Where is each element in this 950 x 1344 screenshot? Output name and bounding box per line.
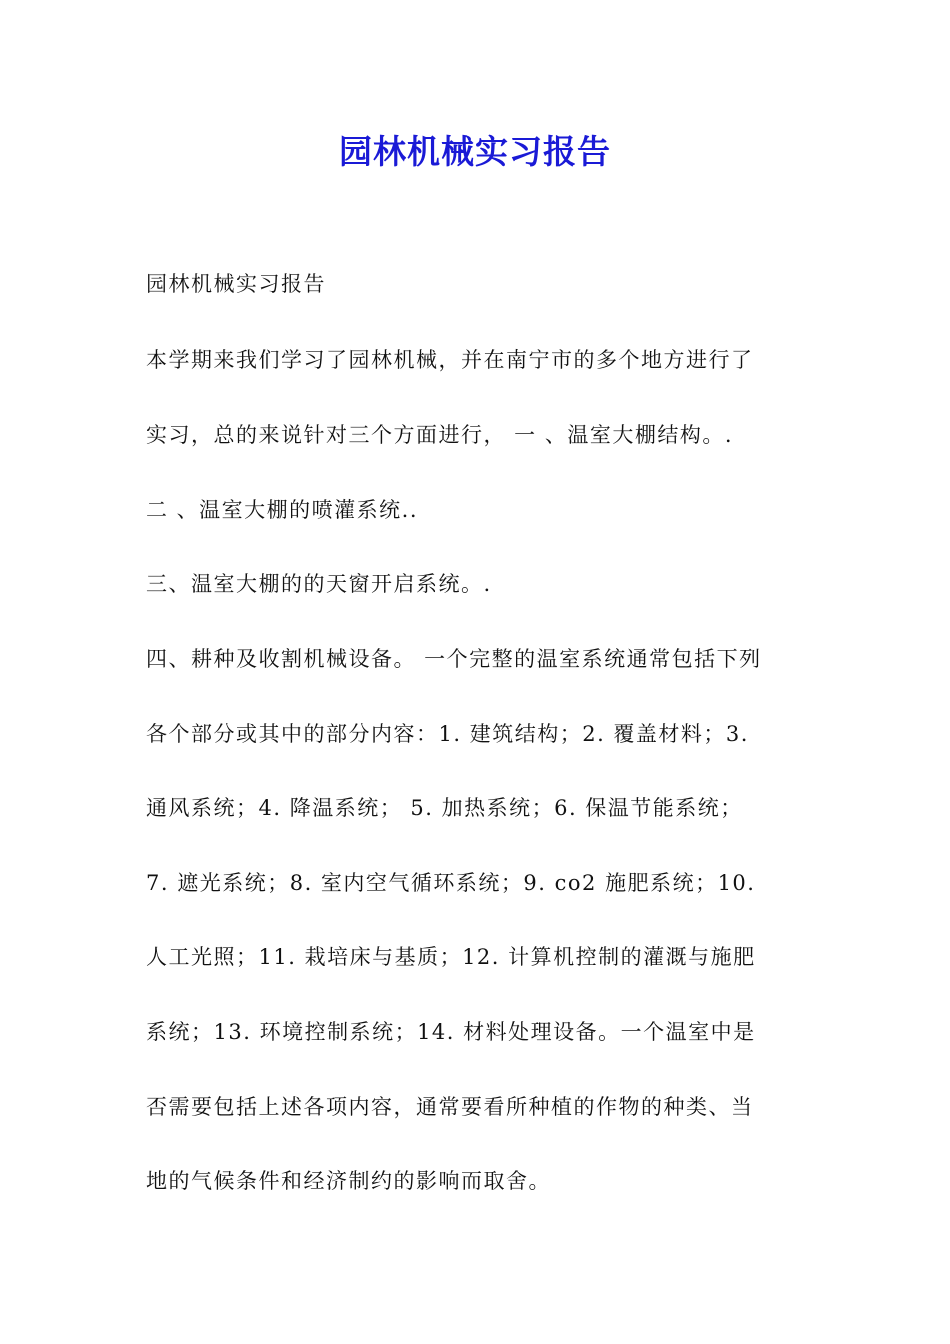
paragraph-line: 本学期来我们学习了园林机械，并在南宁市的多个地方进行了 xyxy=(146,348,754,372)
document-title: 园林机械实习报告 xyxy=(339,132,611,171)
paragraph-line: 实习，总的来说针对三个方面进行， 一 、温室大棚结构。. xyxy=(146,423,734,447)
paragraph-line: 否需要包括上述各项内容，通常要看所种植的作物的种类、当 xyxy=(146,1095,754,1119)
paragraph-line: 地的气候条件和经济制约的影响而取舍。 xyxy=(146,1169,551,1193)
paragraph-line: 系统；13. 环境控制系统；14. 材料处理设备。一个温室中是 xyxy=(146,1020,756,1044)
paragraph-line: 人工光照；11. 栽培床与基质；12. 计算机控制的灌溉与施肥 xyxy=(146,945,756,969)
subtitle-line: 园林机械实习报告 xyxy=(146,272,326,296)
paragraph-line: 7. 遮光系统；8. 室内空气循环系统；9. co2 施肥系统；10. xyxy=(146,871,756,895)
paragraph-line: 二 、温室大棚的喷灌系统.. xyxy=(146,498,419,522)
paragraph-line: 各个部分或其中的部分内容：1. 建筑结构；2. 覆盖材料；3. xyxy=(146,722,749,746)
paragraph-line: 三、温室大棚的的天窗开启系统。. xyxy=(146,572,492,596)
paragraph-line: 通风系统；4. 降温系统； 5. 加热系统；6. 保温节能系统； xyxy=(146,796,743,820)
paragraph-line: 四、耕种及收割机械设备。 一个完整的温室系统通常包括下列 xyxy=(146,647,762,671)
